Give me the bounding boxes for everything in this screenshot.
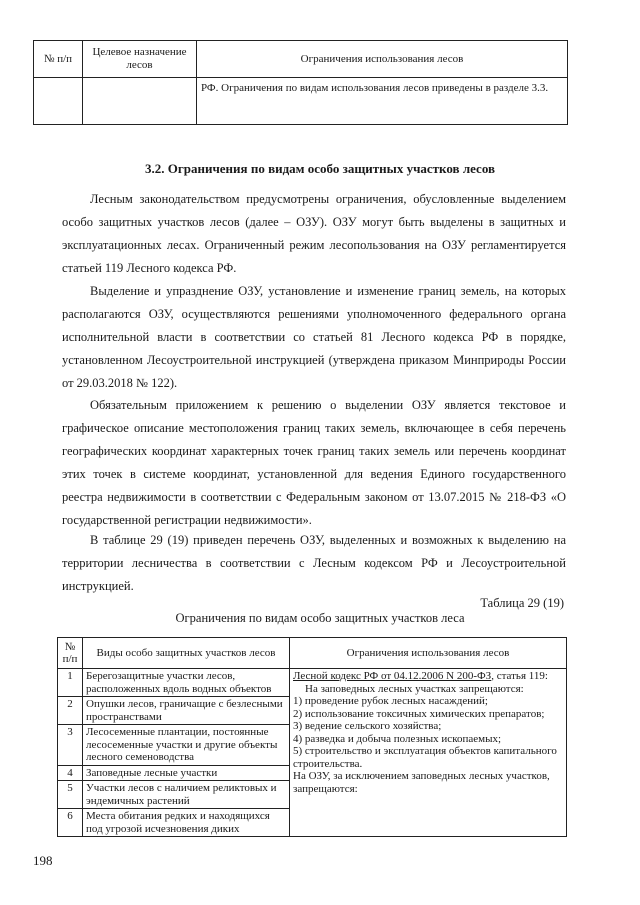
- row-num: 2: [58, 697, 83, 725]
- restriction-line: На ОЗУ, за исключением заповедных лесных участков, запрещаются:: [293, 770, 550, 795]
- cell-restrictions: РФ. Ограничения по видам использования лесов приведены в разделе 3.3.: [197, 78, 568, 125]
- col-header-num: № п/п: [34, 41, 83, 78]
- col-header-num: № п/п: [58, 638, 83, 669]
- row-num: 5: [58, 781, 83, 809]
- paragraph-3: Обязательным приложением к решению о выделении ОЗУ является текстовое и графическое описание местоположения границ таких земель, включающее в себя перечень географических координат характерных точек границ таких земель или перечень координат этих точек в системе координат, установленной для ведения Единого государственного реестра недвижимости в соответствии с Федеральным законом от 13.07.2015 № 218-ФЗ «О государственной регистрации недвижимости».: [62, 398, 566, 527]
- cell-purpose: [83, 78, 197, 125]
- restriction-line: 4) разведка и добыча полезных ископаемых;: [293, 732, 502, 745]
- paragraph-2: Выделение и упразднение ОЗУ, установление и изменение границ земель, на которых располагаются ОЗУ, осуществляются решениями уполномоченного федерального органа исполнительной власти в соответствии со статьей 81 Лесного кодекса РФ в порядке, установленном Лесоустроительной инструкцией (утверждена приказом Минприроды России от 29.03.2018 № 122).: [62, 284, 566, 390]
- paragraph-4: В таблице 29 (19) приведен перечень ОЗУ, выделенных и возможных к выделению на территории лесничества в соответствии с Лесным кодексом РФ и Лесоустроительной инструкцией.: [62, 533, 566, 593]
- row-kind: Лесосеменные плантации, постоянные лесосеменные участки и другие объекты лесного семеноводства: [83, 725, 290, 766]
- table-title: Ограничения по видам особо защитных участков леса: [175, 611, 465, 625]
- restrictions-table: [57, 637, 567, 837]
- restriction-line: 2) использование токсичных химических препаратов;: [293, 707, 545, 720]
- law-suffix: , статья 119:: [491, 670, 548, 682]
- table-row: [58, 669, 567, 697]
- restriction-line: 5) строительство и эксплуатация объектов капитального строительства.: [293, 745, 557, 770]
- row-kind: Берегозащитные участки лесов, расположенных вдоль водных объектов: [83, 669, 290, 697]
- row-num: 6: [58, 809, 83, 837]
- row-num: 3: [58, 725, 83, 766]
- row-kind: Места обитания редких и находящихся под угрозой исчезновения диких: [83, 809, 290, 837]
- row-kind: Заповедные лесные участки: [83, 765, 290, 781]
- col-header-restrictions: Ограничения использования лесов: [290, 638, 567, 669]
- law-reference: [293, 670, 563, 683]
- restriction-line: 1) проведение рубок лесных насаждений;: [293, 695, 488, 707]
- row-num: 4: [58, 765, 83, 781]
- col-header-kind: Виды особо защитных участков лесов: [83, 638, 290, 669]
- restrictions-cell: [290, 669, 567, 837]
- row-num: 1: [58, 669, 83, 697]
- cell-num: [34, 78, 83, 125]
- page-number: 198: [33, 853, 53, 868]
- table-header-row: [58, 638, 567, 669]
- col-header-purpose: Целевое назначение лесов: [83, 41, 197, 78]
- table-row: [34, 78, 568, 125]
- table-header-row: [34, 41, 568, 78]
- col-header-restrictions: Ограничения использования лесов: [197, 41, 568, 78]
- restriction-line: На заповедных лесных участках запрещаются:: [305, 682, 524, 695]
- continuation-table: [33, 40, 568, 125]
- row-kind: Участки лесов с наличием реликтовых и эндемичных растений: [83, 781, 290, 809]
- section-heading: 3.2. Ограничения по видам особо защитных участков лесов: [144, 161, 496, 176]
- table-caption: Таблица 29 (19): [480, 596, 564, 610]
- row-kind: Опушки лесов, граничащие с безлесными пространствами: [83, 697, 290, 725]
- law-link[interactable]: Лесной кодекс РФ от 04.12.2006 N 200-ФЗ: [293, 670, 492, 682]
- restriction-line: 3) ведение сельского хозяйства;: [293, 720, 442, 732]
- paragraph-1: Лесным законодательством предусмотрены ограничения, обусловленные выделением особо защитных участков лесов (далее – ОЗУ). ОЗУ могут быть выделены в защитных и эксплуатационных лесах. Ограниченный режим лесопользования на ОЗУ регламентируется статьей 119 Лесного кодекса РФ.: [62, 192, 566, 275]
